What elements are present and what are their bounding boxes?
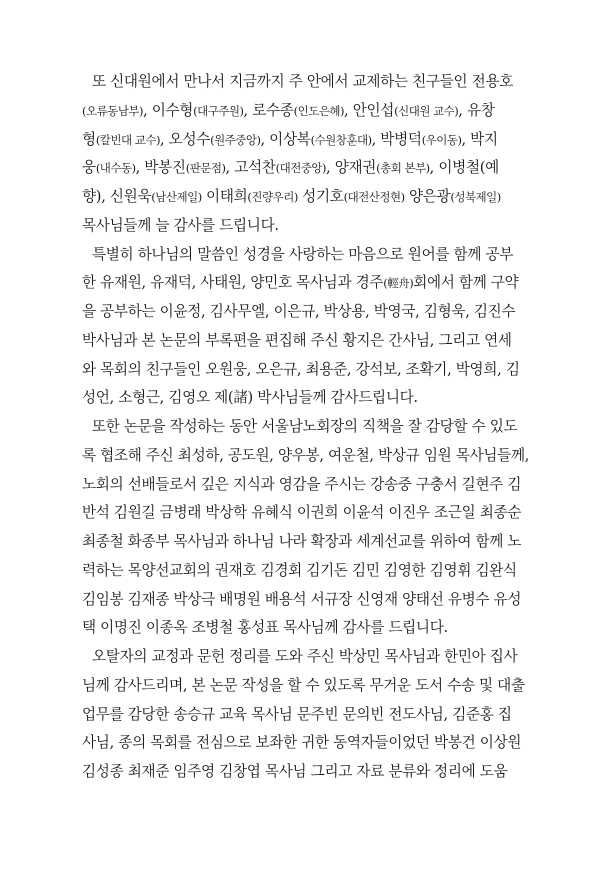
parenthetical-note: (대구주원) <box>193 103 244 118</box>
parenthetical-note: (대전산정현) <box>343 190 405 204</box>
parenthetical-note: (오류동남부) <box>82 103 144 118</box>
parenthetical-note: (輕舟) <box>383 276 414 291</box>
text-line: 특별히 하나님의 말씀인 성경을 사랑하는 마음으로 원어를 함께 공부 <box>92 245 514 263</box>
parenthetical-note: (신대원 교수) <box>394 103 459 118</box>
text-line: 향), 신원욱(남산제일) 이태희(진량우리) 성기호(대전산정현) 양은광(성북제일) <box>82 188 501 205</box>
text-line: 오탈자의 교정과 문헌 정리를 도와 주신 박상민 목사님과 한민아 집사 <box>92 648 518 665</box>
parenthetical-note: (대전중앙) <box>275 161 327 176</box>
paragraph-friends-seminary <box>82 68 514 241</box>
text-line: 사님, 종의 목회를 전심으로 보좌한 귀한 동역자들이었던 박봉건 이상원 <box>82 734 522 752</box>
parenthetical-note: (우이동) <box>421 132 462 147</box>
parenthetical-note: (내수동) <box>95 161 136 176</box>
text-line: 한 유재원, 유재덕, 사태원, 양민호 목사님과 경주(輕舟)회에서 함께 구약 <box>82 274 519 292</box>
parenthetical-note: (수원창훈대) <box>310 132 372 147</box>
paragraph-proofreading <box>82 643 525 787</box>
parenthetical-note: (판문점) <box>185 161 226 176</box>
text-line: 박사님과 본 논문의 부록편을 편집해 주신 황지은 간사님, 그리고 연세 <box>82 331 512 349</box>
paragraph-presbytery <box>82 413 530 643</box>
parenthetical-note: (원주중앙) <box>210 132 261 147</box>
text-line: 목사님들께 늘 감사를 드립니다. <box>82 216 279 234</box>
parenthetical-note: (남산제일) <box>151 190 202 204</box>
text-line: (오류동남부), 이수형(대구주원), 로수종(인도은혜), 안인섭(신대원 교수), 유창 <box>82 101 495 119</box>
text-line: 반석 김원길 금병래 박상학 유혜식 이권희 이윤석 이진우 조근일 최종순 <box>82 504 522 522</box>
text-line: 또한 논문을 작성하는 동안 서울남노회장의 직책을 잘 감당할 수 있도 <box>92 418 518 435</box>
parenthetical-note: (진량우리) <box>247 190 298 204</box>
text-line: 을 공부하는 이윤정, 김사무엘, 이은규, 박상용, 박영국, 김형욱, 김진수 <box>82 303 516 320</box>
parenthetical-note: (성북제일) <box>450 190 501 204</box>
text-line: 형(칼빈대 교수), 오성수(원주중앙), 이상복(수원창훈대), 박병덕(우이동), 박지 <box>82 130 498 148</box>
text-line: 님께 감사드리며, 본 논문 작성을 할 수 있도록 무거운 도서 수송 및 대출 <box>82 676 525 694</box>
text-line: 김임봉 김재종 박상극 배명원 배용석 서규장 신영재 양태선 유병수 유성 <box>82 590 522 608</box>
parenthetical-note: (인도은혜) <box>293 103 345 118</box>
text-line: 김성종 최재준 임주영 김창엽 목사님 그리고 자료 분류와 정리에 도움 <box>82 763 508 780</box>
text-line: 력하는 목양선교회의 권재호 김경회 김기돈 김민 김영한 김영휘 김완식 <box>82 561 517 579</box>
parenthetical-note: (총회 본부) <box>376 161 430 176</box>
text-line: 또 신대원에서 만나서 지금까지 주 안에서 교제하는 친구들인 전용호 <box>92 73 514 90</box>
text-line: 최종철 화종부 목사님과 하나님 나라 확장과 세계선교를 위하여 함께 노 <box>82 533 522 550</box>
text-line: 웅(내수동), 박봉진(판문점), 고석찬(대전중앙), 양재권(총회 본부), 이병철(예 <box>82 159 499 177</box>
text-line: 성언, 소형근, 김영오 제(諸) 박사님들께 감사드립니다. <box>82 389 418 407</box>
text-line: 록 협조해 주신 최성하, 공도원, 양우봉, 여운철, 박상규 임원 목사님들께, <box>82 446 530 464</box>
text-line: 택 이명진 이종옥 조병철 홍성표 목사님께 감사를 드립니다. <box>82 619 448 637</box>
parenthetical-note: (칼빈대 교수) <box>95 132 160 147</box>
text-line: 와 목회의 친구들인 오원웅, 오은규, 최용준, 강석보, 조확기, 박영희, 김 <box>82 360 520 378</box>
paragraph-bible-study <box>82 241 520 414</box>
text-line: 노회의 선배들로서 깊은 지식과 영감을 주시는 강송중 구충서 길현주 김 <box>82 475 522 493</box>
text-line: 업무를 감당한 송승규 교육 목사님 문주빈 문의빈 전도사님, 김준홍 집 <box>82 705 512 723</box>
